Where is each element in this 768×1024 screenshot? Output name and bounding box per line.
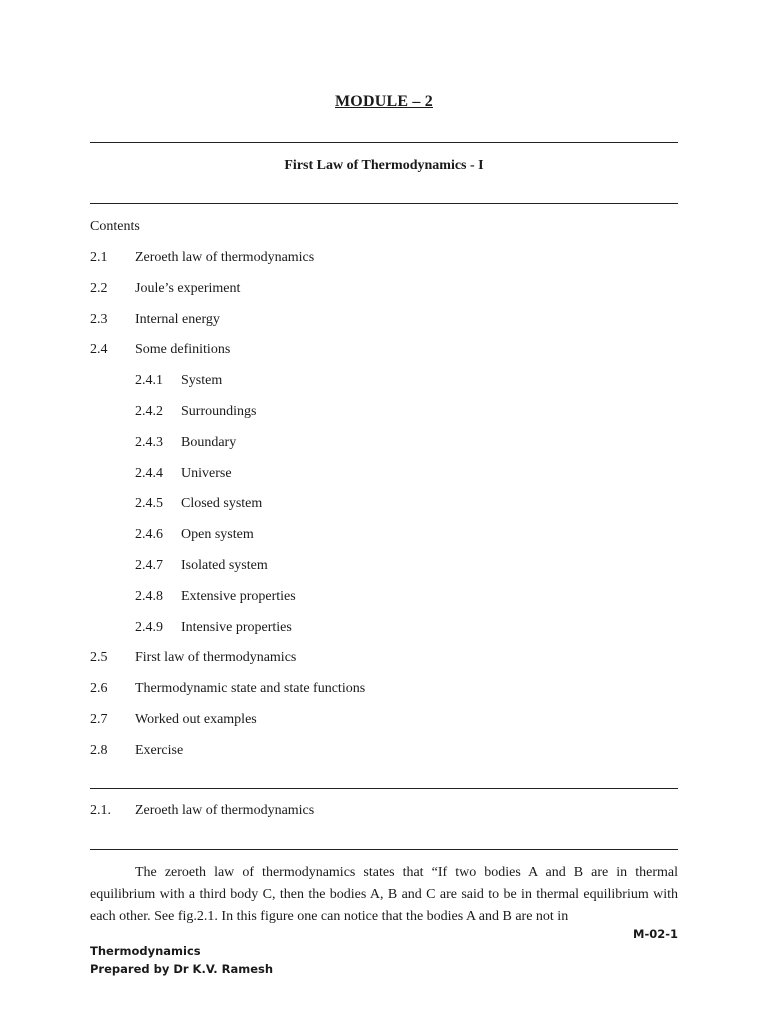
section-number: 2.1. — [90, 803, 111, 818]
toc-item — [90, 496, 678, 527]
toc-item — [90, 466, 678, 497]
toc-item-title: Some definitions — [135, 342, 231, 358]
table-of-contents — [90, 250, 678, 774]
module-title: MODULE – 2 — [335, 93, 433, 110]
toc-item-number: 2.4.1 — [135, 373, 163, 389]
toc-item — [90, 312, 678, 343]
toc-item-number: 2.4.3 — [135, 434, 163, 450]
footer-author: Prepared by Dr K.V. Ramesh — [90, 962, 274, 976]
toc-item-title: Joule’s experiment — [135, 280, 241, 296]
toc-item-number: 2.1 — [90, 250, 108, 265]
toc-item-number: 2.7 — [90, 711, 108, 727]
toc-item-title: Isolated system — [181, 557, 268, 573]
page-footer — [90, 942, 273, 978]
toc-item-number: 2.4.2 — [135, 403, 163, 419]
toc-item — [90, 589, 678, 620]
toc-item — [90, 250, 678, 281]
toc-item-number: 2.5 — [90, 650, 108, 666]
toc-item — [90, 620, 678, 651]
toc-item-title: Intensive properties — [181, 619, 292, 635]
toc-item-number: 2.3 — [90, 311, 108, 327]
toc-item-number: 2.4.9 — [135, 619, 163, 635]
body-paragraph: The zeroeth law of thermodynamics states that “If two bodies A and B are in thermal equilibrium with a third body C, then the bodies A, B and C are said to be in thermal equilibrium with each other. See fig.2.1. In this figure one can notice that the bodies A and B are not in — [90, 865, 678, 924]
toc-item-number: 2.6 — [90, 681, 108, 697]
contents-label: Contents — [90, 219, 140, 234]
toc-item — [90, 281, 678, 312]
divider — [90, 203, 678, 204]
toc-item-number: 2.4.8 — [135, 588, 163, 604]
toc-item-title: Thermodynamic state and state functions — [135, 681, 366, 697]
toc-item-number: 2.4.6 — [135, 527, 163, 543]
toc-item-title: Boundary — [181, 434, 237, 450]
footer-course: Thermodynamics — [90, 944, 201, 958]
toc-item-title: Internal energy — [135, 311, 220, 327]
toc-item-title: Closed system — [181, 496, 263, 512]
toc-item-title: Worked out examples — [135, 711, 257, 727]
divider — [90, 142, 678, 143]
toc-item-title: Extensive properties — [181, 588, 296, 604]
toc-item — [90, 373, 678, 404]
toc-item — [90, 681, 678, 712]
toc-item-number: 2.4.5 — [135, 496, 163, 512]
toc-item — [90, 342, 678, 373]
toc-item-title: Surroundings — [181, 403, 257, 419]
toc-item — [90, 650, 678, 681]
toc-item — [90, 712, 678, 743]
toc-item-number: 2.4.4 — [135, 465, 163, 481]
toc-item-number: 2.8 — [90, 742, 108, 758]
toc-item-title: First law of thermodynamics — [135, 650, 297, 666]
toc-item — [90, 404, 678, 435]
chapter-title: First Law of Thermodynamics - I — [284, 158, 484, 173]
toc-item-title: Exercise — [135, 742, 184, 758]
toc-item — [90, 527, 678, 558]
divider — [90, 788, 678, 789]
divider — [90, 849, 678, 850]
toc-item-title: Universe — [181, 465, 232, 481]
toc-item-number: 2.4.7 — [135, 557, 163, 573]
toc-item-title: System — [181, 373, 223, 389]
toc-item-number: 2.2 — [90, 280, 108, 296]
toc-item-number: 2.4 — [90, 342, 108, 358]
toc-item — [90, 435, 678, 466]
section-title: Zeroeth law of thermodynamics — [135, 803, 315, 818]
toc-item-title: Open system — [181, 527, 254, 543]
toc-item-title: Zeroeth law of thermodynamics — [135, 250, 315, 265]
toc-item — [90, 558, 678, 589]
page-number: M-02-1 — [633, 927, 678, 941]
toc-item — [90, 743, 678, 774]
